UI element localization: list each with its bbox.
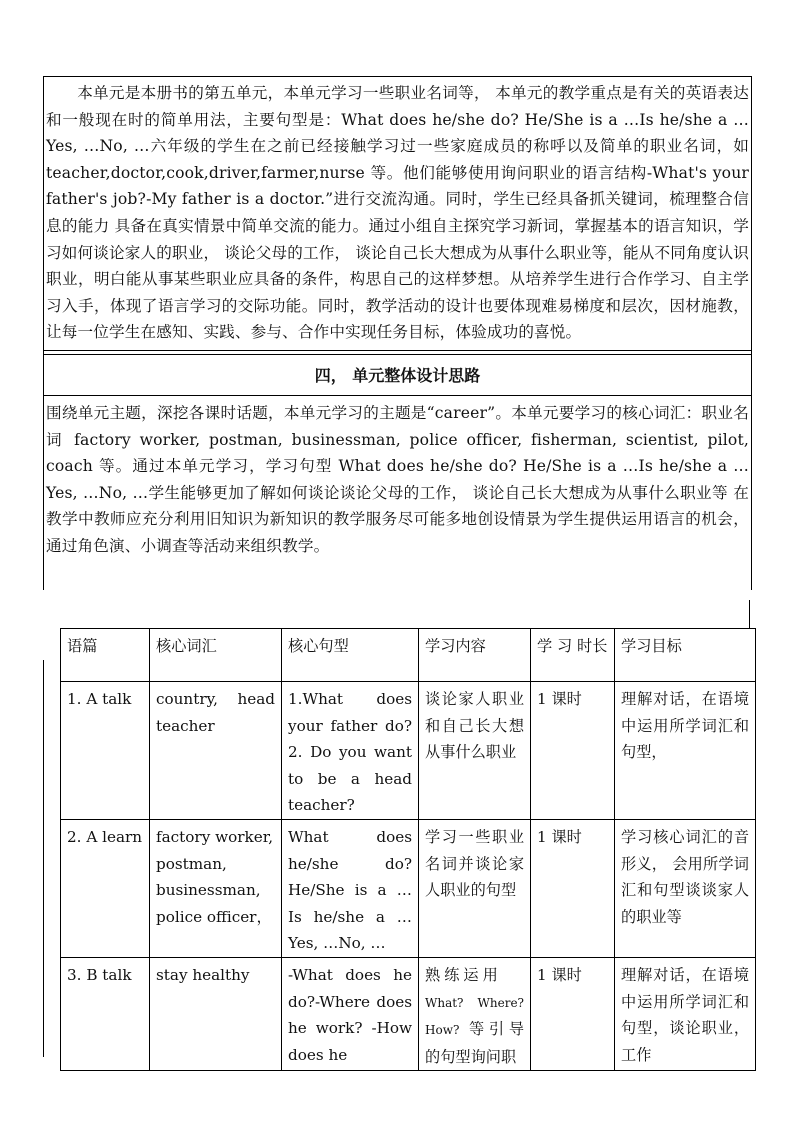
frame-left-edge — [43, 660, 61, 1057]
table-cell: 1. A talk — [61, 682, 150, 820]
table-cell: What does he/she do? He/She is a … Is he/she a … Yes, …No, … — [282, 819, 419, 957]
design-paragraph: 围绕单元主题，深挖各课时话题，本单元学习的主题是“career”。本单元要学习的核心词汇：职业名词 factory worker, postman, businessman, police officer, fisherman, scientist, pilot, coach 等。通过本单元学习，学习句型 What does he/she do? He/She is a …Is he/she a … Yes, …No, …学生能够更加了解如何谈论谈论父母的工作， 谈论自己长大想成为从事什么职业等 在教学中教师应充分利用旧知识为新知识的教学服务尽可能多地创设情景为学生提供运用语言的机会，通过角色演、小调查等活动来组织教学。 — [46, 403, 749, 555]
table-header-row — [61, 629, 756, 682]
table-cell: stay healthy — [150, 957, 282, 1070]
table-cell: 学习一些职业名词并谈论家人职业的句型 — [419, 819, 531, 957]
header-cell: 核心句型 — [282, 629, 419, 682]
lesson-table — [60, 628, 756, 1071]
section-four-heading-row — [44, 354, 751, 396]
table-cell: 谈论家人职业和自己长大想从事什么职业 — [419, 682, 531, 820]
header-cell: 语篇 — [61, 629, 150, 682]
document-frame — [43, 76, 752, 590]
header-cell: 学习内容 — [419, 629, 531, 682]
table-cell: 理解对话，在语境中运用所学词汇和句型， — [615, 682, 756, 820]
cell-text: What? Where? How? — [425, 995, 524, 1038]
table-row — [61, 957, 756, 1070]
table-cell: 1.What does your father do? 2. Do you want to be a head teacher? — [282, 682, 419, 820]
cell-text: 熟练运用 — [425, 965, 502, 984]
section-four-heading: 四， 单元整体设计思路 — [314, 366, 481, 386]
header-cell: 核心词汇 — [150, 629, 282, 682]
table-cell — [419, 957, 531, 1070]
table-cell: 3. B talk — [61, 957, 150, 1070]
header-cell: 学 习 时长 — [531, 629, 615, 682]
cell-text: 等引导的句型询问职 — [425, 1020, 524, 1066]
table-cell: 2. A learn — [61, 819, 150, 957]
table-cell: 学习核心词汇的音形义， 会用所学词汇和句型谈谈家人的职业等 — [615, 819, 756, 957]
table-cell: 1 课时 — [531, 682, 615, 820]
table-row — [61, 819, 756, 957]
table-cell: -What does he do?-Where does he work? -How does he — [282, 957, 419, 1070]
frame-right-edge — [749, 600, 750, 628]
table-cell: country, head teacher — [150, 682, 282, 820]
table-cell: factory worker, postman, businessman, police officer， — [150, 819, 282, 957]
table-cell: 1 课时 — [531, 819, 615, 957]
section-intro — [44, 77, 751, 351]
table-cell: 1 课时 — [531, 957, 615, 1070]
table-row — [61, 682, 756, 820]
table-cell: 理解对话，在语境中运用所学词汇和句型，谈论职业， 工作 — [615, 957, 756, 1070]
header-cell: 学习目标 — [615, 629, 756, 682]
intro-paragraph: 本单元是本册书的第五单元，本单元学习一些职业名词等， 本单元的教学重点是有关的英语表达和一般现在时的简单用法，主要句型是：What does he/she do? He/She is a …Is he/she a … Yes, …No, …六年级的学生在之前已经接触学习过一些家庭成员的称呼以及简单的职业名词，如 teacher,doctor,cook,driver,farmer,nurse 等。他们能够使用询问职业的语言结构-What's your father's job?-My father is a doctor.”进行交流沟通。同时，学生已经具备抓关键词，梳理整合信息的能力 具备在真实情景中简单交流的能力。通过小组自主探究学习新词，掌握基本的语言知识，学习如何谈论家人的职业， 谈论父母的工作， 谈论自己长大想成为从事什么职业等，能从不同角度认识职业，明白能从事某些职业应具备的条件，构思自己的这样梦想。从培养学生进行合作学习、自主学习入手，体现了语言学习的交际功能。同时，教学活动的设计也要体现难易梯度和层次，因材施教，让每一位学生在感知、实践、参与、合作中实现任务目标，体验成功的喜悦。 — [46, 84, 749, 342]
section-four-body — [44, 396, 751, 590]
